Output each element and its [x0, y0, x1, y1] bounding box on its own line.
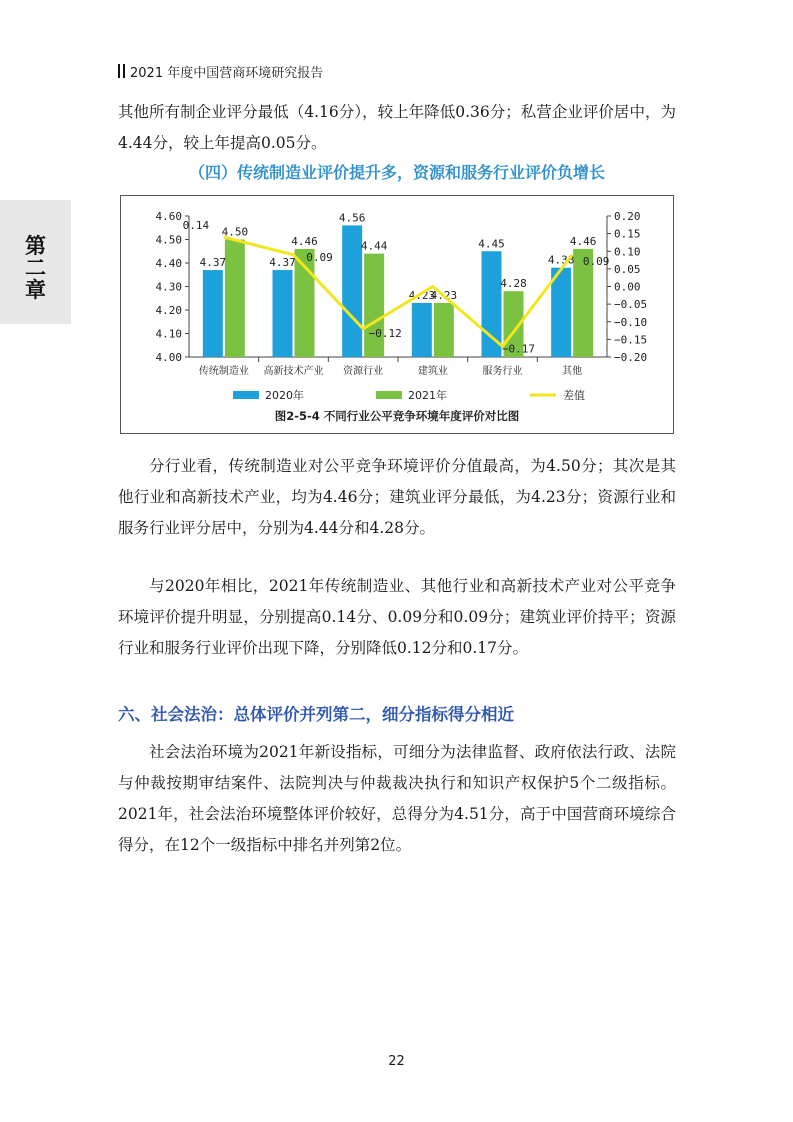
- difference-value-label: 0.09: [306, 250, 333, 264]
- right-axis-tick-label: 0.05: [614, 262, 641, 276]
- industry-comparison-chart: [121, 196, 673, 433]
- section-title: 六、社会法治：总体评价并列第二，细分指标得分相近: [118, 705, 514, 724]
- x-axis-category-label: 其他: [562, 366, 583, 377]
- right-axis-tick-label: 0.20: [614, 210, 641, 223]
- paragraph-social-rule-of-law: 社会法治环境为2021年新设指标，可细分为法律监督、政府依法行政、法院与仲裁按期审结案件、法院判决与仲裁裁决执行和知识产权保护5个二级指标。2021年，社会法治环境整体评价较好，总得分为4.51分，高于中国营商环境综合得分，在12个一级指标中排名并列第2位。: [118, 743, 676, 854]
- left-axis-tick-label: 4.20: [155, 304, 182, 317]
- bar-2020: [551, 268, 571, 357]
- bar-2021-value-label: 4.23: [430, 288, 458, 302]
- left-axis-tick-label: 4.50: [155, 233, 182, 247]
- bar-2021: [434, 303, 454, 357]
- chapter-char: 二: [25, 255, 46, 280]
- bar-2021: [364, 254, 384, 357]
- bar-2020: [273, 270, 293, 357]
- right-axis-tick-label: −0.05: [614, 298, 648, 312]
- legend-label-2021: 2021年: [408, 389, 447, 402]
- bar-2020-value-label: 4.23: [408, 288, 436, 302]
- bar-2020-value-label: 4.37: [199, 256, 227, 270]
- right-axis-tick-label: −0.15: [614, 333, 648, 347]
- right-axis-tick-label: 0.00: [614, 280, 641, 294]
- x-axis-category-label: 建筑业: [417, 366, 448, 377]
- chart-heading: （四）传统制造业评价提升多，资源和服务行业评价负增长: [188, 163, 605, 182]
- bar-2021-value-label: 4.44: [360, 239, 388, 253]
- bar-2021-value-label: 4.50: [221, 225, 249, 239]
- right-axis-tick-label: 0.10: [614, 245, 641, 259]
- bar-2020-value-label: 4.38: [547, 253, 575, 267]
- left-axis-tick-label: 4.30: [155, 280, 182, 294]
- left-axis-tick-label: 4.00: [155, 351, 182, 364]
- bar-2020-value-label: 4.56: [338, 211, 366, 225]
- x-axis-category-label: 高新技术产业: [263, 366, 324, 377]
- paragraph-industry: 分行业看，传统制造业对公平竞争环境评价分值最高，为4.50分；其次是其他行业和高新技术产业，均为4.46分；建筑业评分最低，为4.23分；资源行业和服务行业评分居中，分别为4.44分和4.28分。: [118, 457, 676, 537]
- header-title: 2021 年度中国营商环境研究报告: [130, 66, 324, 81]
- paragraph-comparison: 与2020年相比，2021年传统制造业、其他行业和高新技术产业对公平竞争环境评价提升明显，分别提高0.14分、0.09分和0.09分；建筑业评价持平；资源行业和服务行业评价出现下降，分别降低0.12分和0.17分。: [118, 577, 676, 657]
- difference-value-label: −0.12: [368, 326, 402, 340]
- header-bar-icon: [118, 64, 125, 78]
- x-axis-category-label: 传统制造业: [198, 366, 249, 377]
- intro-paragraph: 其他所有制企业评分最低（4.16分），较上年降低0.36分；私营企业评价居中，为4.44分，较上年提高0.05分。: [118, 103, 676, 152]
- difference-value-label: 0.14: [182, 219, 210, 233]
- right-axis-tick-label: −0.10: [614, 315, 648, 329]
- bar-2020-value-label: 4.45: [478, 237, 505, 251]
- bar-2021-value-label: 4.28: [500, 277, 527, 291]
- bar-2020-value-label: 4.37: [269, 256, 296, 270]
- left-axis-tick-label: 4.60: [155, 210, 182, 223]
- right-axis-tick-label: −0.20: [614, 351, 648, 364]
- left-axis-tick-label: 4.10: [155, 327, 182, 341]
- difference-value-label: 0.09: [582, 254, 610, 268]
- bar-2020: [342, 225, 362, 357]
- chapter-char: 第: [25, 233, 46, 258]
- difference-value-label: −0.17: [501, 342, 536, 356]
- bar-2021-value-label: 4.46: [569, 234, 597, 248]
- x-axis-category-label: 资源行业: [343, 366, 384, 377]
- legend-label-2020: 2020年: [265, 389, 304, 402]
- legend-swatch-2021: [376, 391, 402, 399]
- chapter-tab: [0, 200, 71, 324]
- legend-swatch-2020: [233, 391, 259, 399]
- legend-label-difference: 差值: [563, 389, 585, 402]
- bar-2021: [225, 240, 245, 358]
- right-axis-tick-label: 0.15: [614, 227, 641, 241]
- bar-2021-value-label: 4.46: [291, 234, 318, 248]
- bar-2020: [203, 270, 223, 357]
- chapter-char: 章: [25, 277, 46, 302]
- page-number: 22: [388, 1054, 405, 1069]
- chart-frame: [120, 195, 674, 434]
- chart-caption: 图2-5-4 不同行业公平竞争环境年度评价对比图: [274, 409, 520, 423]
- x-axis-category-label: 服务行业: [482, 366, 523, 377]
- bar-2020: [412, 303, 432, 357]
- left-axis-tick-label: 4.40: [155, 257, 182, 270]
